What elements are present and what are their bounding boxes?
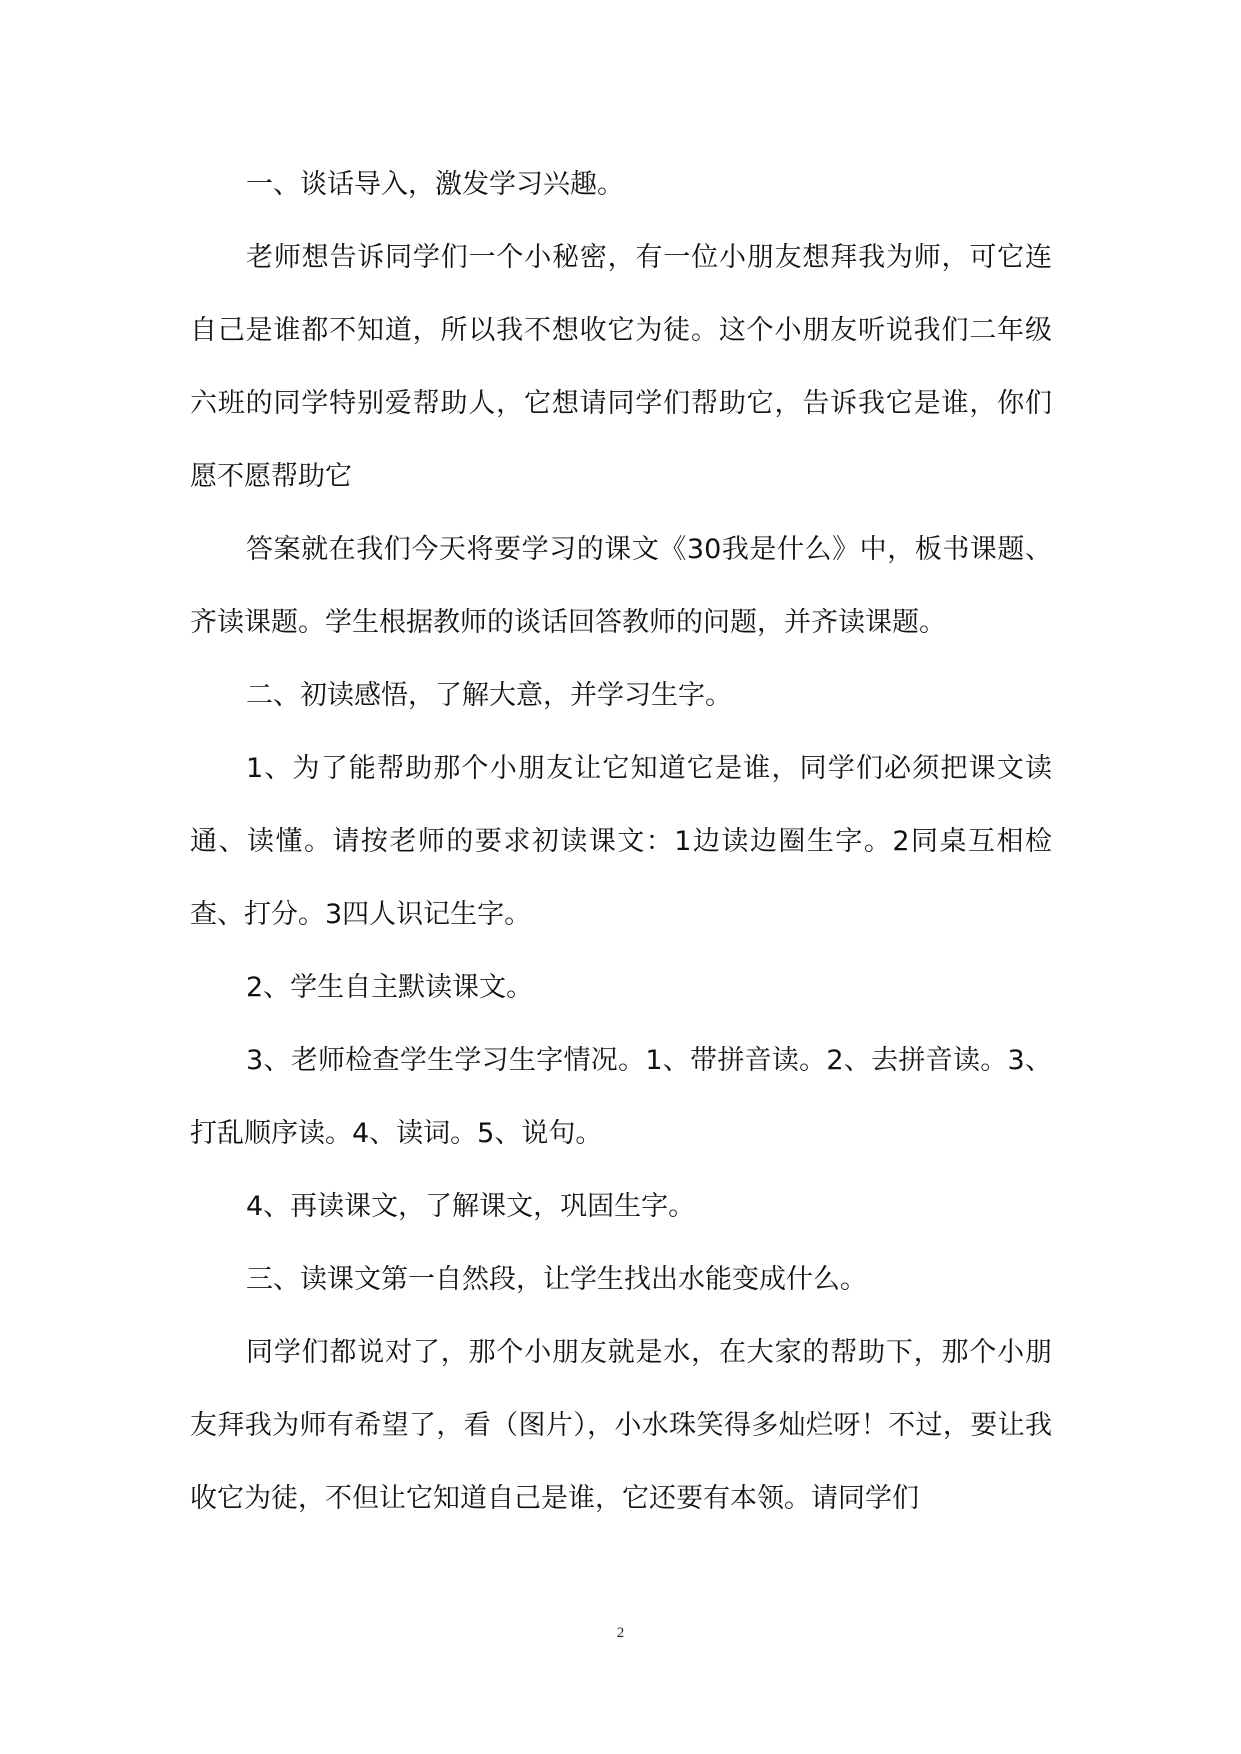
- paragraph-intro: 老师想告诉同学们一个小秘密，有一位小朋友想拜我为师，可它连自己是谁都不知道，所以我不想收它为徒。这个小朋友听说我们二年级六班的同学特别爱帮助人，它想请同学们帮助它，告诉我它是谁，你们愿不愿帮助它: [190, 242, 1052, 492]
- paragraph-answer: 答案就在我们今天将要学习的课文《30我是什么》中，板书课题、齐读课题。学生根据教师的谈话回答教师的问题，并齐读课题。: [190, 534, 1052, 638]
- list-item-4: 4、再读课文，了解课文，巩固生字。: [246, 1191, 696, 1222]
- list-item-3: 3、老师检查学生学习生字情况。1、带拼音读。2、去拼音读。3、打乱顺序读。4、读词。5、说句。: [190, 1045, 1052, 1149]
- section-heading-2: 二、初读感悟，了解大意，并学习生字。: [246, 680, 732, 711]
- document-body: [190, 148, 1052, 1535]
- section-heading-1: 一、谈话导入，激发学习兴趣。: [246, 169, 624, 200]
- list-item-1: 1、为了能帮助那个小朋友让它知道它是谁，同学们必须把课文读通、读懂。请按老师的要求初读课文：1边读边圈生字。2同桌互相检查、打分。3四人识记生字。: [190, 753, 1052, 930]
- paragraph-conclusion: 同学们都说对了，那个小朋友就是水，在大家的帮助下，那个小朋友拜我为师有希望了，看（图片），小水珠笑得多灿烂呀！不过，要让我收它为徒，不但让它知道自己是谁，它还要有本领。请同学们: [190, 1337, 1052, 1514]
- page-number: 2: [616, 1625, 625, 1641]
- list-item-2: 2、学生自主默读课文。: [246, 972, 534, 1003]
- section-heading-3: 三、读课文第一自然段，让学生找出水能变成什么。: [246, 1264, 867, 1295]
